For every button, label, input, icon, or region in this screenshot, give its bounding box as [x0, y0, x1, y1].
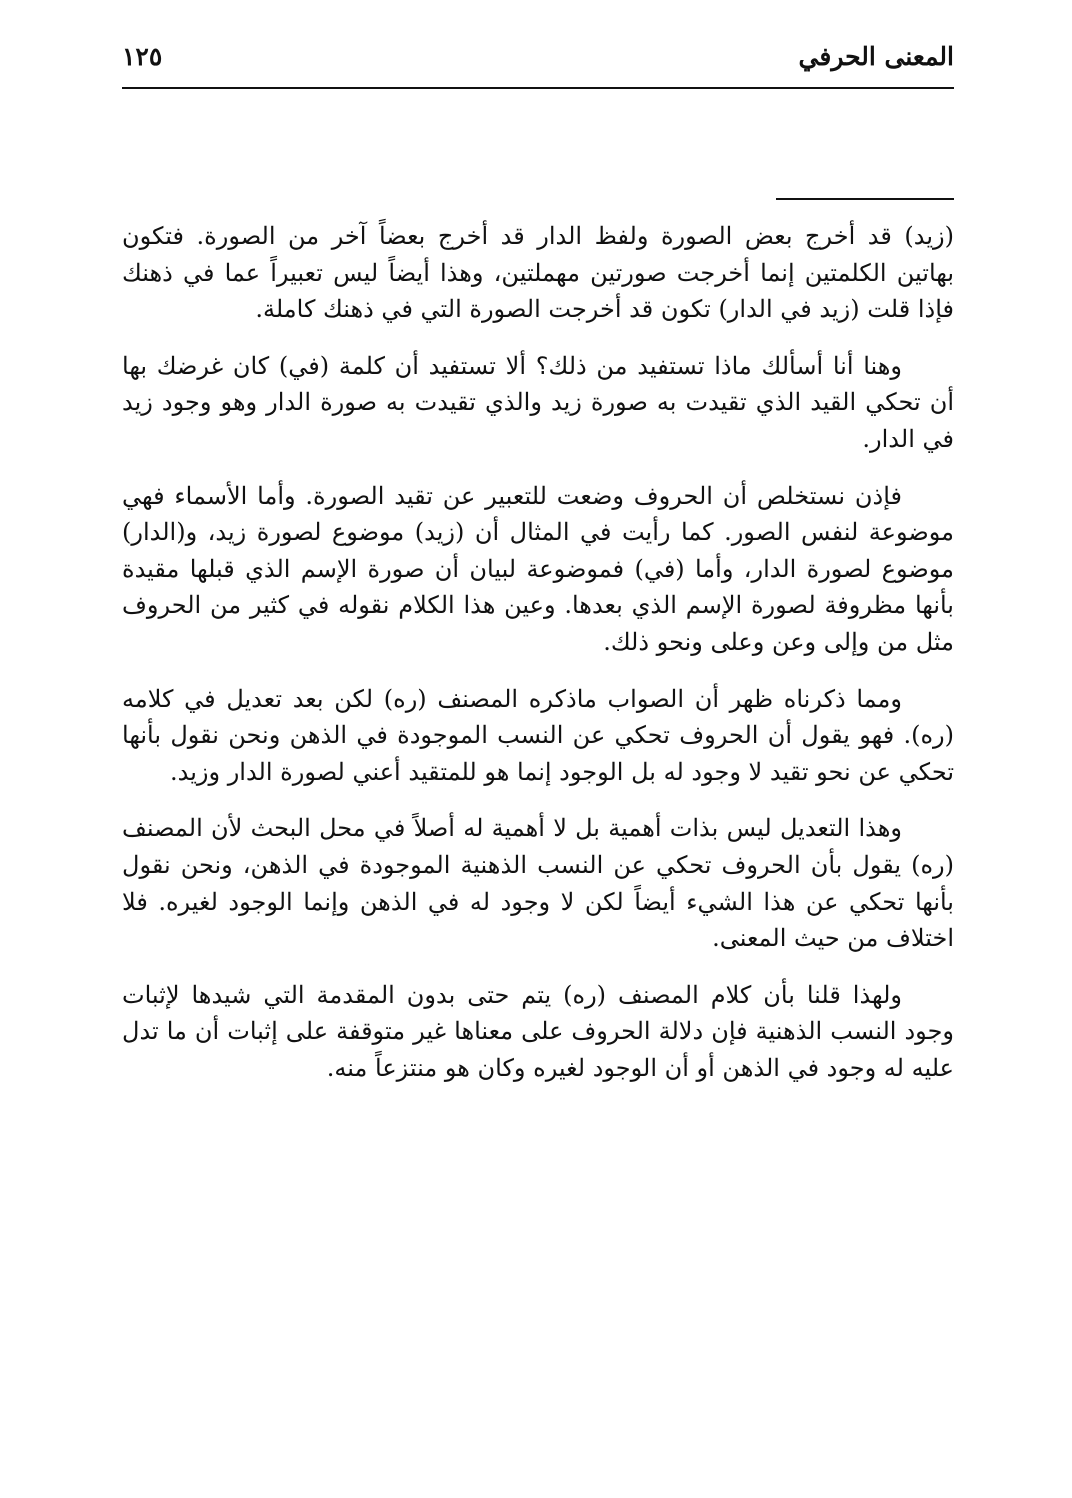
paragraph-4: ومما ذكرناه ظهر أن الصواب ماذكره المصنف (ره) لكن بعد تعديل في كلامه (ره). فهو يقول أن الحروف تحكي عن النسب الموجودة في الذهن ونحن نقول بأنها تحكي عن نحو تقيد لا وجود له بل الوجود إنما هو للمتقيد أعني لصورة الدار وزيد. — [122, 684, 954, 786]
paragraph-2: وهنا أنا أسألك ماذا تستفيد من ذلك؟ ألا تستفيد أن كلمة (في) كان غرضك بها أن تحكي القيد الذي تقيدت به صورة زيد والذي تقيدت به صورة الدار وهو وجود زيد في الدار. — [122, 351, 954, 453]
page-header — [122, 36, 954, 88]
footnote-divider — [776, 198, 954, 200]
paragraph-5: وهذا التعديل ليس بذات أهمية بل لا أهمية له أصلاً في محل البحث لأن المصنف (ره) يقول بأن الحروف تحكي عن النسب الذهنية الموجودة في الذهن، ونحن نقول بأنها تحكي عن هذا الشيء أيضاً لكن لا وجود له في الذهن وإنما الوجود لغيره. فلا اختلاف من حيث المعنى. — [122, 814, 954, 953]
body-text — [122, 218, 954, 1106]
paragraph-6: ولهذا قلنا بأن كلام المصنف (ره) يتم حتى بدون المقدمة التي شيدها لإثبات وجود النسب الذهنية فإن دلالة الحروف على معناها غير متوقفة على إثبات أن ما تدل عليه له وجود في الذهن أو أن الوجود لغيره وكان هو منتزعاً منه. — [122, 980, 954, 1082]
running-title: المعنى الحرفي — [798, 42, 954, 71]
page-number: ١٢٥ — [122, 42, 163, 71]
header-divider — [122, 87, 954, 89]
paragraph-1: (زيد) قد أخرج بعض الصورة ولفظ الدار قد أخرج بعضاً آخر من الصورة. فتكون بهاتين الكلمتين إنما أخرجت صورتين مهملتين، وهذا أيضاً ليس تعبيراً عما في ذهنك فإذا قلت (زيد في الدار) تكون قد أخرجت الصورة التي في ذهنك كاملة. — [122, 222, 954, 324]
paragraph-3: فإذن نستخلص أن الحروف وضعت للتعبير عن تقيد الصورة. وأما الأسماء فهي موضوعة لنفس الصور. كما رأيت في المثال أن (زيد) موضوع لصورة زيد، و(الدار) موضوع لصورة الدار، وأما (في) فموضوعة لبيان أن صورة الإسم الذي قبلها مقيدة بأنها مظروفة لصورة الإسم الذي بعدها. وعين هذا الكلام نقوله في كثير من الحروف مثل من وإلى وعن وعلى ونحو ذلك. — [122, 481, 954, 656]
